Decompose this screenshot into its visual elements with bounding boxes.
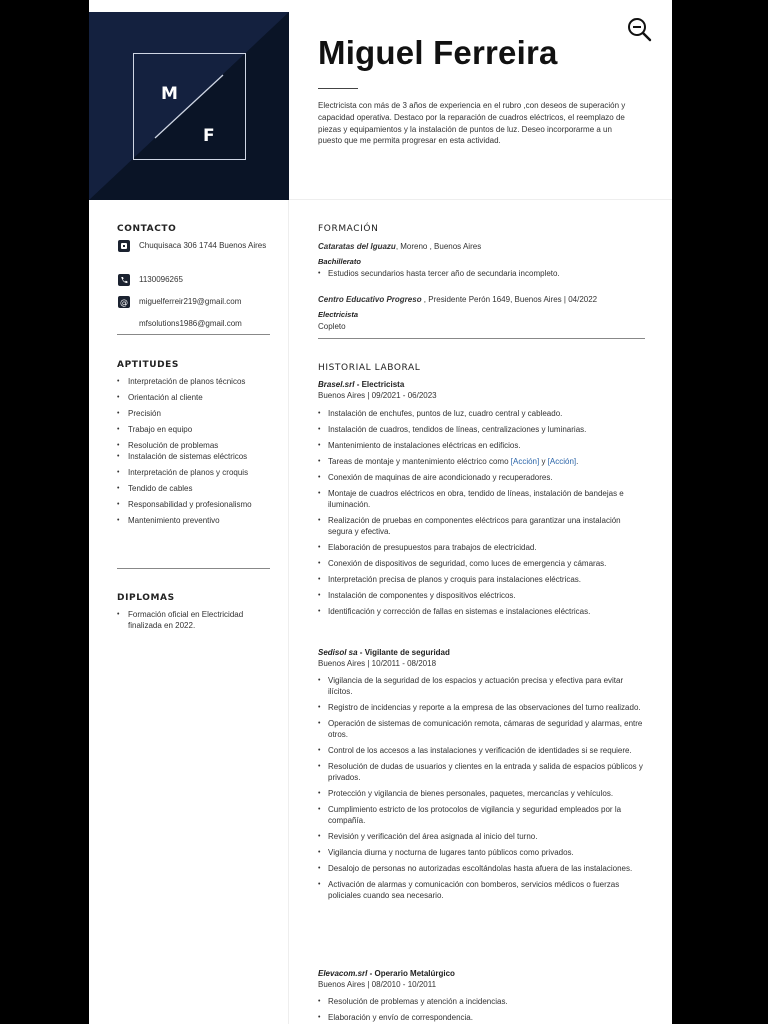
- skill-item: • Resolución de problemas: [117, 440, 272, 451]
- link-end: .: [576, 457, 579, 466]
- education-details: [318, 268, 643, 284]
- email-secondary[interactable]: mfsolutions1986@gmail.com: [139, 319, 242, 328]
- duty-item: • Elaboración y envío de correspondencia.: [318, 1012, 643, 1023]
- monogram-initial-last: F: [203, 126, 215, 146]
- duty-item: • Montaje de cuadros eléctricos en obra, tendido de líneas, instalación de bandejas e iluminación.: [318, 488, 643, 510]
- contact-email: [118, 296, 273, 308]
- phone-text: 1130096265: [139, 275, 183, 284]
- diploma-item: • Formación oficial en Electricidad finalizada en 2022.: [117, 609, 272, 631]
- duty-item: • Instalación de enchufes, puntos de luz, cuadro central y cableado.: [318, 408, 643, 419]
- skills-list: [117, 376, 272, 531]
- company-name: Brasel.srl: [318, 380, 355, 389]
- duty-item: • Resolución de problemas y atención a incidencias.: [318, 996, 643, 1007]
- duty-item: • Registro de incidencias y reporte a la empresa de las observaciones del turno realizado.: [318, 702, 643, 713]
- duty-item: • Conexión de dispositivos de seguridad, como luces de emergencia y cámaras.: [318, 558, 643, 569]
- job-meta: Buenos Aires | 10/2011 - 08/2018: [318, 659, 437, 668]
- education-title: FORMACIÓN: [318, 224, 379, 234]
- skill-item: • Responsabilidad y profesionalismo: [117, 499, 272, 510]
- job-heading: [318, 379, 643, 390]
- degree-name: Electricista: [318, 310, 359, 319]
- duty-item: [318, 456, 643, 467]
- job-role: - Vigilante de seguridad: [357, 648, 450, 657]
- job-duties: [318, 996, 643, 1024]
- job-duties: [318, 408, 643, 622]
- phone-icon: [118, 274, 130, 286]
- skill-item: • Orientación al cliente: [117, 392, 272, 403]
- institution-location: , Presidente Perón 1649, Buenos Aires | 04/2022: [421, 295, 598, 304]
- monogram-block: [89, 12, 289, 200]
- contact-divider: [117, 334, 270, 335]
- diplomas-title: DIPLOMAS: [117, 593, 175, 603]
- skill-item: • Precisión: [117, 408, 272, 419]
- skill-item: • Instalación de sistemas eléctricos: [117, 451, 272, 462]
- column-separator: [288, 200, 289, 1024]
- institution-name: Cataratas del Iguazu: [318, 242, 396, 251]
- institution-location: , Moreno , Buenos Aires: [395, 242, 482, 251]
- duty-item: • Conexión de maquinas de aire acondicionado y recuperadores.: [318, 472, 643, 483]
- email-primary[interactable]: miguelferreir219@gmail.com: [139, 297, 242, 306]
- duty-item: • Revisión y verificación del área asignada al inicio del turno.: [318, 831, 643, 842]
- job-role: - Electricista: [354, 380, 405, 389]
- skill-item: • Interpretación de planos y croquis: [117, 467, 272, 478]
- duty-item: • Vigilancia de la seguridad de los espacios y actuación precisa y efectiva para evitar ilícitos.: [318, 675, 643, 697]
- duty-item: • Realización de pruebas en componentes eléctricos para garantizar una instalación segura y efectiva.: [318, 515, 643, 537]
- action-link[interactable]: [Acción]: [547, 457, 577, 466]
- degree-status: Copleto: [318, 322, 346, 331]
- duty-item: • Resolución de dudas de usuarios y clientes en la entrada y salida de espacios públicos y privados.: [318, 761, 643, 783]
- contact-email-secondary: [118, 318, 273, 330]
- duty-item: • Activación de alarmas y comunicación con bomberos, servicios médicos o fuerzas policiales cuando sea necesario.: [318, 879, 643, 901]
- job-heading: [318, 647, 643, 658]
- resume-page: [89, 0, 672, 1024]
- duty-item: • Instalación de cuadros, tendidos de líneas, centralizaciones y luminarias.: [318, 424, 643, 435]
- address-text: Chuquisaca 306 1744 Buenos Aires: [139, 241, 267, 250]
- monogram-initial-first: M: [161, 84, 178, 104]
- link-join: y: [539, 457, 548, 466]
- action-link[interactable]: [Acción]: [510, 457, 540, 466]
- skill-item: • Trabajo en equipo: [117, 424, 272, 435]
- duty-item: • Mantenimiento de instalaciones eléctricas en edificios.: [318, 440, 643, 451]
- skills-divider: [117, 568, 270, 569]
- profile-summary: Electricista con más de 3 años de experiencia en el rubro ,con deseos de superación y capacidad operativa. Destaco por la reparación de cuadros eléctricos, el reemplazo de piezas y equipamientos y la instalación de puntos de luz. Deseo incorporarme a un puesto que me permita progresar en esta actividad.: [318, 101, 626, 146]
- education-divider: [318, 338, 645, 339]
- degree-name: Bachillerato: [318, 257, 361, 266]
- company-name: Elevacom.srl: [318, 969, 368, 978]
- duty-item: • Operación de sistemas de comunicación remota, cámaras de seguridad y alarmas, entre otros.: [318, 718, 643, 740]
- zoom-out-button[interactable]: [624, 14, 654, 44]
- email-icon: [118, 296, 130, 308]
- education-entry-2: [318, 294, 643, 305]
- work-title: HISTORIAL LABORAL: [318, 363, 421, 373]
- company-name: Sedisol sa: [318, 648, 358, 657]
- duty-item: • Protección y vigilancia de bienes personales, paquetes, mercancías y vehículos.: [318, 788, 643, 799]
- job-heading: [318, 968, 643, 979]
- name-divider: [318, 88, 358, 89]
- job-meta: Buenos Aires | 09/2021 - 06/2023: [318, 391, 437, 400]
- duty-item: • Cumplimiento estricto de los protocolos de vigilancia y seguridad empleados por la compañía.: [318, 804, 643, 826]
- home-icon: [118, 240, 130, 252]
- education-detail: • Estudios secundarios hasta tercer año de secundaria incompleto.: [318, 268, 643, 279]
- skills-title: APTITUDES: [117, 360, 179, 370]
- duty-text: Tareas de montaje y mantenimiento eléctrico como: [328, 457, 509, 466]
- skill-item: • Tendido de cables: [117, 483, 272, 494]
- candidate-name: Miguel Ferreira: [318, 34, 558, 71]
- diplomas-list: [117, 609, 272, 631]
- duty-item: • Instalación de componentes y dispositivos eléctricos.: [318, 590, 643, 601]
- duty-item: • Control de los accesos a las instalaciones y verificación de identidades si se requiere.: [318, 745, 643, 756]
- duty-item: • Desalojo de personas no autorizadas escoltándolas hasta afuera de las instalaciones.: [318, 863, 643, 874]
- duty-item: • Elaboración de presupuestos para trabajos de electricidad.: [318, 542, 643, 553]
- monogram-slash: [89, 12, 289, 200]
- svg-text:@: @: [120, 298, 128, 307]
- contact-address: [118, 240, 273, 264]
- institution-name: Centro Educativo Progreso: [318, 295, 422, 304]
- zoom-out-icon: [624, 14, 654, 44]
- education-entry-1: [318, 241, 643, 252]
- duty-item: • Vigilancia diurna y nocturna de lugares tanto públicos como privados.: [318, 847, 643, 858]
- skill-item: • Interpretación de planos técnicos: [117, 376, 272, 387]
- contact-phone: [118, 274, 273, 286]
- header-separator: [289, 199, 672, 200]
- job-duties: [318, 675, 643, 906]
- contact-title: CONTACTO: [117, 224, 177, 234]
- duty-item: • Identificación y corrección de fallas en sistemas e instalaciones eléctricas.: [318, 606, 643, 617]
- duty-item: • Interpretación precisa de planos y croquis para instalaciones eléctricas.: [318, 574, 643, 585]
- job-meta: Buenos Aires | 08/2010 - 10/2011: [318, 980, 437, 989]
- skill-item: • Mantenimiento preventivo: [117, 515, 272, 526]
- job-role: - Operario Metalúrgico: [367, 969, 455, 978]
